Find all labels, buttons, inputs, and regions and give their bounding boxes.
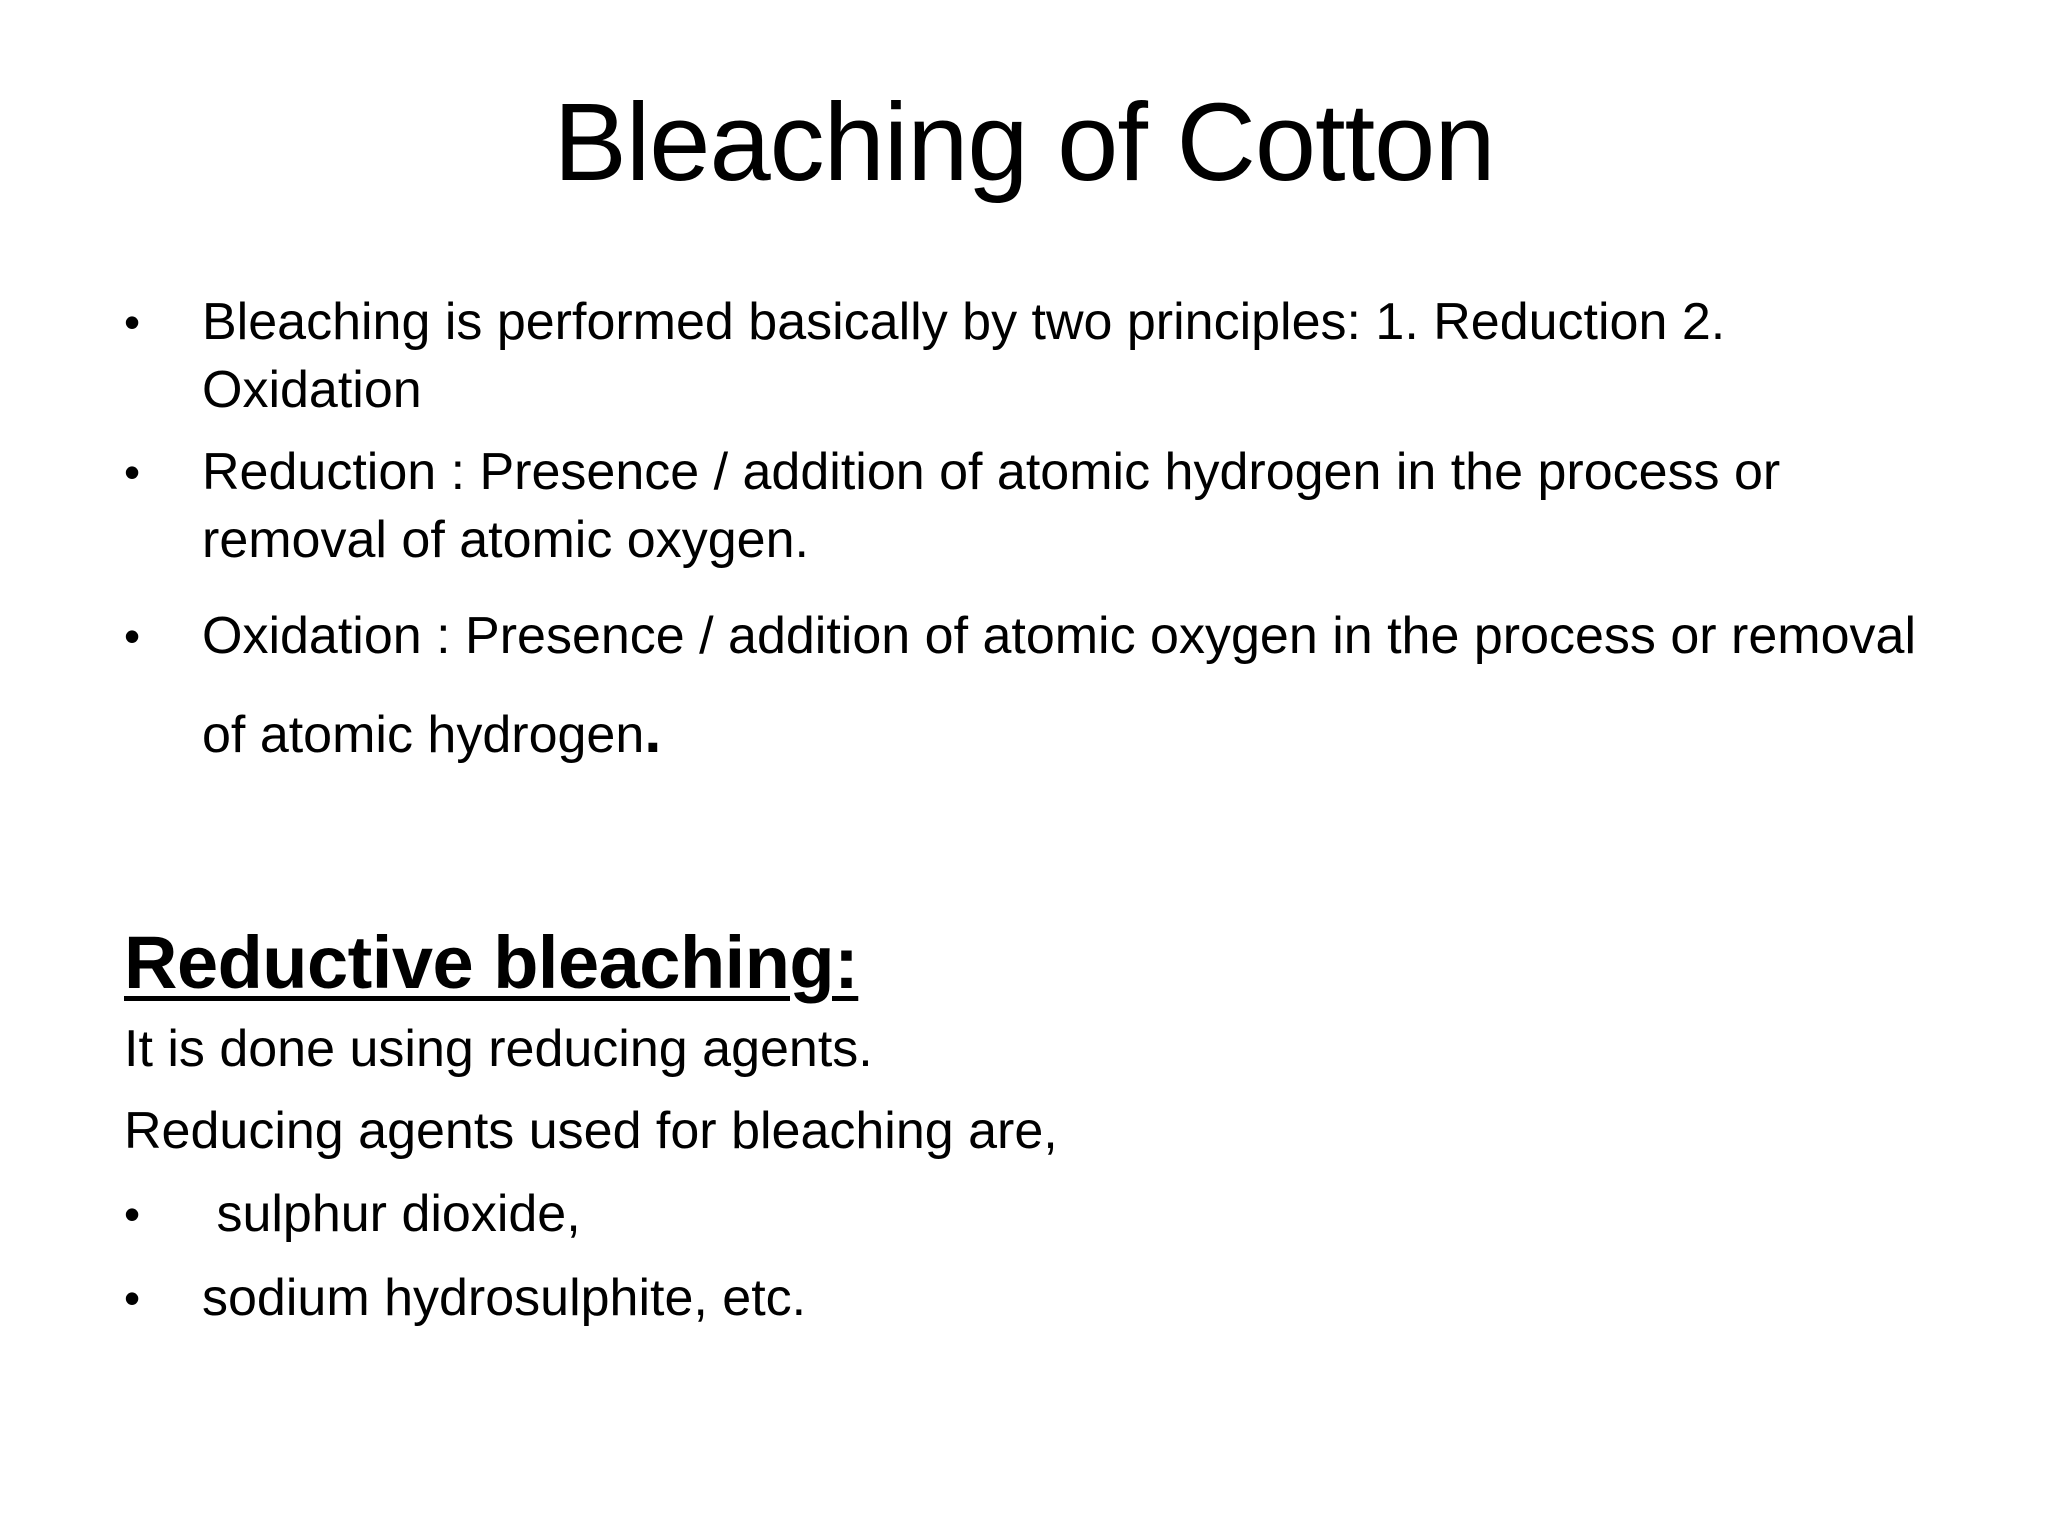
bullet-item-principles [124,288,1924,424]
bullet-marker: • [124,1272,141,1324]
reductive-bleaching-section [124,918,1924,1340]
bullet-item-reduction [124,438,1924,574]
bullet-item-oxidation [124,588,1924,783]
bullet-text: Oxidation : Presence / addition of atomic oxygen in the process or removal of atomic hydrogen [202,607,1916,764]
agent-item-sulphur-dioxide [124,1172,1924,1256]
slide-title: Bleaching of Cotton [553,81,1495,204]
bullet-period: . [644,697,662,766]
section-heading: Reductive bleaching: [124,921,859,1004]
bullet-marker: • [124,446,141,498]
bullet-text: Bleaching is performed basically by two principles: 1. Reduction 2. Oxidation [202,293,1726,419]
agent-item-sodium-hydrosulphite [124,1256,1924,1340]
agent-text: sulphur dioxide, [202,1185,581,1243]
section-line: It is done using reducing agents. [124,1020,873,1078]
bullet-text: Reduction : Presence / addition of atomic hydrogen in the process or removal of atomic oxygen. [202,443,1781,569]
principles-bullet-list [124,288,1924,783]
bullet-marker: • [124,1188,141,1240]
bullet-marker: • [124,610,141,662]
section-line: Reducing agents used for bleaching are, [124,1102,1058,1160]
bullet-marker: • [124,296,141,348]
agent-text: sodium hydrosulphite, etc. [202,1269,807,1327]
